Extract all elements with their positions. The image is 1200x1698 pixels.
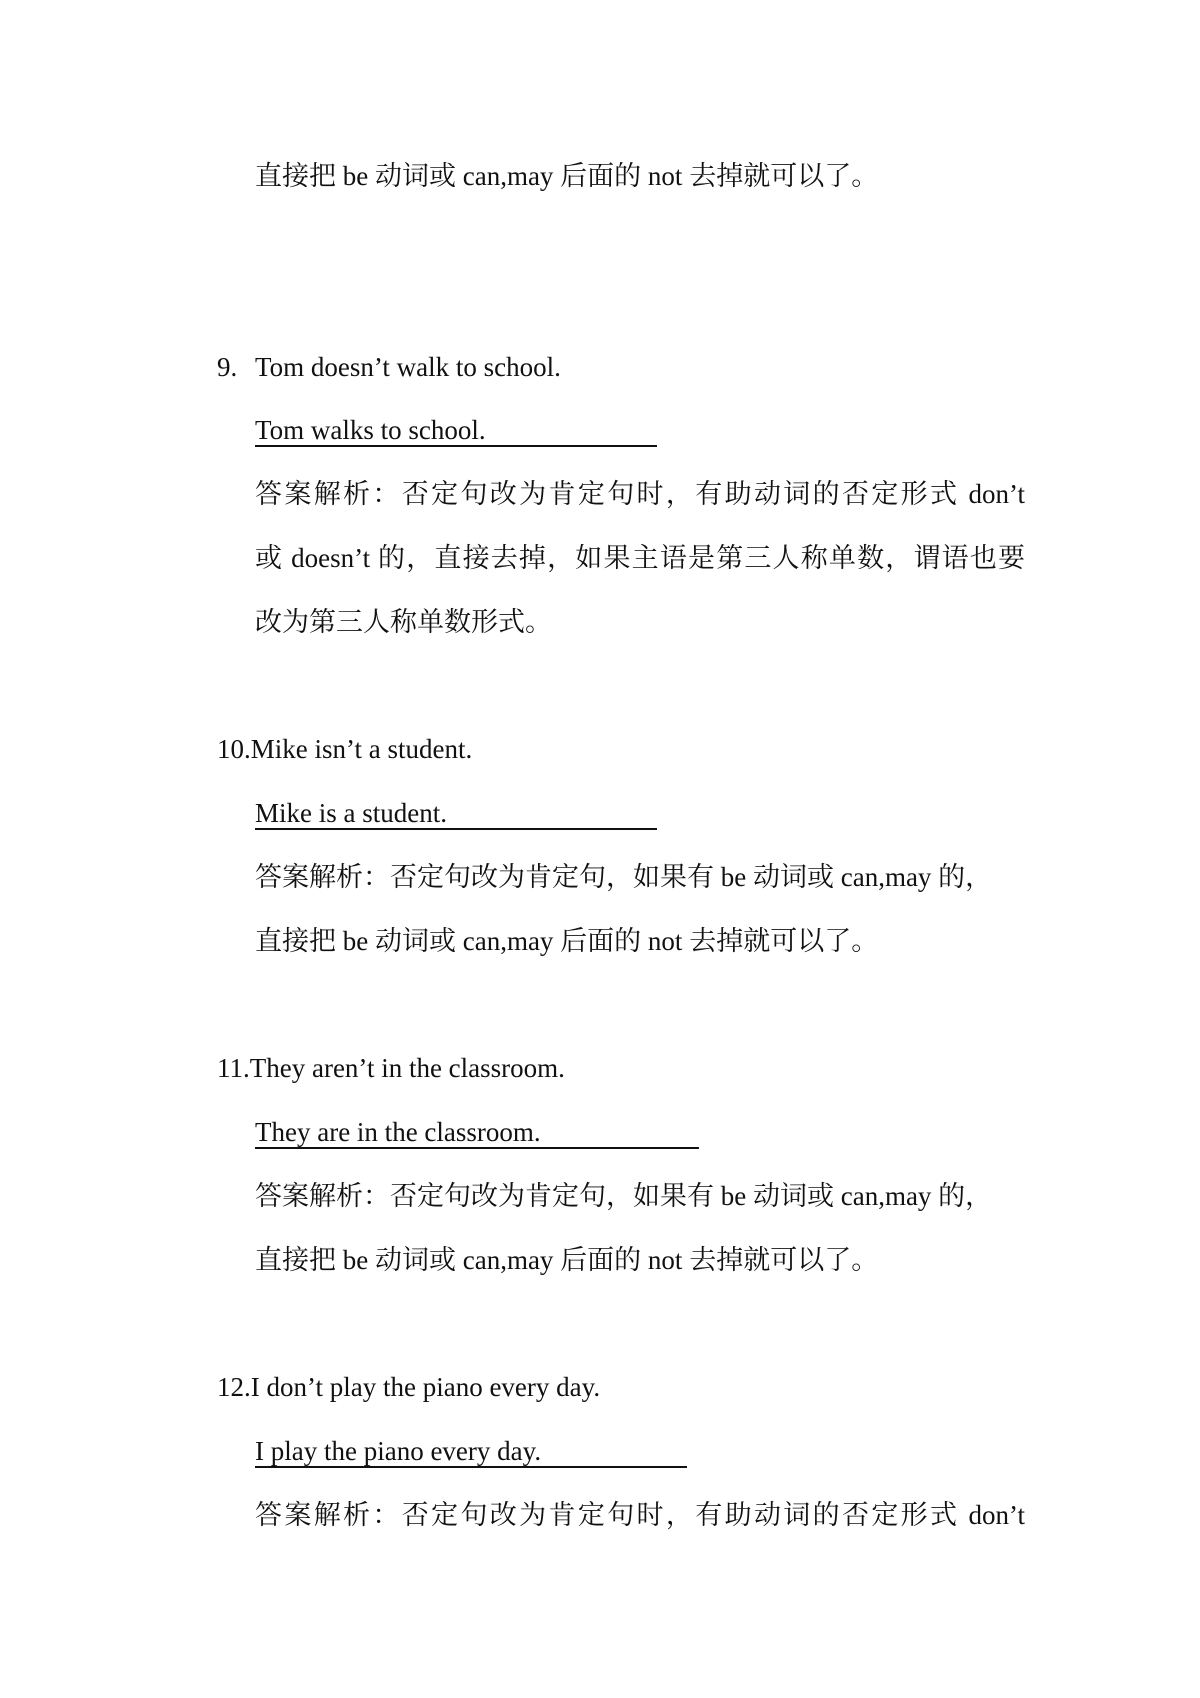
answer-text: They are in the classroom.	[255, 1117, 699, 1149]
question-10	[217, 731, 472, 767]
explanation-10-line-2: 直接把 be 动词或 can,may 后面的 not 去掉就可以了。	[255, 926, 879, 956]
answer-11	[255, 1114, 699, 1150]
question-number: 12.	[217, 1372, 251, 1402]
question-11	[217, 1050, 565, 1086]
explanation-9-line-1: 答案解析：否定句改为肯定句时，有助动词的否定形式 don’t	[255, 479, 1025, 509]
explanation-9-line-3: 改为第三人称单数形式。	[255, 607, 552, 637]
question-number: 9.	[217, 352, 238, 382]
question-9	[217, 349, 561, 385]
question-number: 10.	[217, 734, 251, 764]
question-12	[217, 1369, 600, 1405]
answer-9	[255, 412, 657, 448]
question-number: 11.	[217, 1053, 250, 1083]
explanation-11-line-1: 答案解析：否定句改为肯定句，如果有 be 动词或 can,may 的，	[255, 1181, 993, 1211]
question-text: I don’t play the piano every day.	[250, 1372, 601, 1402]
answer-12	[255, 1433, 687, 1469]
question-text: They aren’t in the classroom.	[249, 1053, 565, 1083]
question-text: Tom doesn’t walk to school.	[255, 352, 561, 382]
answer-text: Tom walks to school.	[255, 415, 657, 447]
question-text: Mike isn’t a student.	[250, 734, 473, 764]
answer-text: I play the piano every day.	[255, 1436, 687, 1468]
explanation-continuation: 直接把 be 动词或 can,may 后面的 not 去掉就可以了。	[255, 161, 879, 191]
answer-10	[255, 795, 657, 831]
explanation-12-line-1: 答案解析：否定句改为肯定句时，有助动词的否定形式 don’t	[255, 1500, 1025, 1530]
explanation-10-line-1: 答案解析：否定句改为肯定句，如果有 be 动词或 can,may 的，	[255, 862, 993, 892]
explanation-11-line-2: 直接把 be 动词或 can,may 后面的 not 去掉就可以了。	[255, 1245, 879, 1275]
answer-text: Mike is a student.	[255, 798, 657, 830]
explanation-9-line-2: 或 doesn’t 的，直接去掉，如果主语是第三人称单数，谓语也要	[255, 543, 1025, 573]
